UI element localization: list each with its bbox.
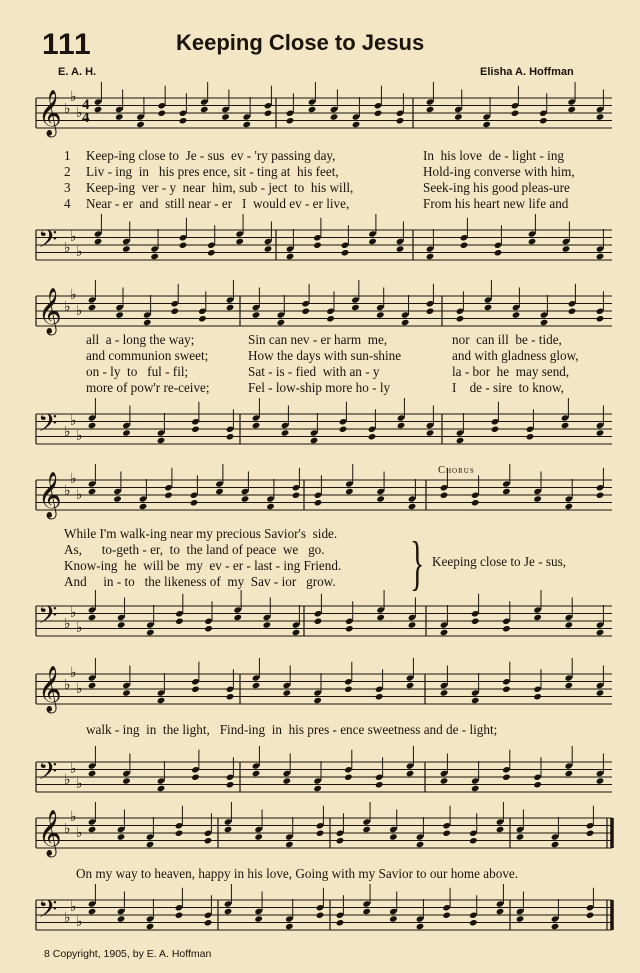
- note-head: [136, 121, 145, 128]
- note-head: [586, 830, 595, 837]
- flat-sign: ♭: [76, 620, 83, 636]
- lyric-s2-v4-a: more of pow'r re-ceive;: [86, 380, 210, 395]
- note-head: [494, 249, 503, 256]
- note-head: [263, 621, 272, 628]
- note-head: [565, 621, 574, 628]
- flat-sign: ♭: [64, 101, 71, 117]
- note-head: [596, 629, 605, 636]
- note-head: [191, 686, 200, 693]
- flat-sign: ♭: [70, 413, 77, 429]
- note-head: [204, 919, 213, 926]
- note-head: [122, 429, 131, 436]
- note-head: [285, 841, 294, 848]
- note-head: [316, 830, 325, 837]
- lyric-s2-v4-b: Fel - low-ship more ho - ly: [248, 380, 391, 395]
- note-head: [226, 304, 235, 311]
- note-head: [469, 919, 478, 926]
- note-head: [502, 686, 511, 693]
- time-signature: 4: [82, 110, 90, 126]
- flat-sign: ♭: [76, 914, 83, 930]
- note-head: [469, 837, 478, 844]
- page-number: 8: [44, 948, 50, 960]
- note-head: [190, 499, 199, 506]
- lyric-s2-v2-a: and communion sweet;: [86, 348, 209, 363]
- note-head: [526, 433, 535, 440]
- note-head: [314, 618, 323, 625]
- flat-sign: ♭: [70, 809, 77, 825]
- note-head: [339, 426, 348, 433]
- note-head: [157, 110, 166, 117]
- note-head: [254, 833, 263, 840]
- note-head: [496, 908, 505, 915]
- time-signature: 4: [82, 97, 90, 113]
- note-head: [215, 488, 224, 495]
- note-head: [94, 238, 103, 245]
- note-head: [224, 908, 233, 915]
- note-head: [207, 249, 216, 256]
- flat-sign: ♭: [70, 899, 77, 915]
- note-head: [596, 113, 605, 120]
- note-head: [88, 770, 97, 777]
- note-head: [150, 253, 159, 260]
- lyric-s2-v2-b: How the days with sun-shine: [248, 348, 402, 363]
- note-head: [484, 304, 493, 311]
- note-head: [376, 311, 385, 318]
- copyright-line: [44, 948, 211, 960]
- note-head: [198, 315, 207, 322]
- note-head: [565, 770, 574, 777]
- flat-sign: ♭: [76, 428, 83, 444]
- flat-sign: ♭: [70, 229, 77, 245]
- note-head: [146, 841, 155, 848]
- note-head: [88, 826, 97, 833]
- note-head: [567, 106, 576, 113]
- note-head: [562, 245, 571, 252]
- flat-sign: ♭: [76, 825, 83, 841]
- note-head: [252, 770, 261, 777]
- note-head: [596, 689, 605, 696]
- note-head: [191, 426, 200, 433]
- note-head: [512, 311, 521, 318]
- note-head: [502, 488, 511, 495]
- note-head: [292, 492, 301, 499]
- bass-clef: 𝄢: [38, 895, 58, 930]
- verse-number-4: 4: [64, 196, 71, 211]
- flat-sign: ♭: [64, 677, 71, 693]
- bass-clef: 𝄢: [38, 601, 58, 636]
- note-head: [157, 697, 166, 704]
- note-head: [146, 629, 155, 636]
- note-head: [175, 912, 184, 919]
- note-head: [351, 304, 360, 311]
- note-head: [301, 308, 310, 315]
- verse-number-3: 3: [64, 180, 71, 195]
- lyric-s3-v2: As, to-geth - er, to the land of peace we go.: [64, 542, 325, 557]
- note-head: [416, 923, 425, 930]
- note-head: [396, 117, 405, 124]
- note-head: [143, 319, 152, 326]
- chorus-lyric: Keeping close to Je - sus,: [432, 554, 567, 569]
- note-head: [362, 826, 371, 833]
- music-credit: Elisha A. Hoffman: [480, 66, 574, 78]
- note-head: [175, 830, 184, 837]
- treble-clef: 𝄞: [38, 288, 62, 334]
- flat-sign: ♭: [64, 424, 71, 440]
- note-head: [88, 682, 97, 689]
- note-head: [283, 777, 292, 784]
- note-head: [471, 785, 480, 792]
- note-head: [286, 117, 295, 124]
- note-head: [471, 499, 480, 506]
- bass-clef: 𝄢: [38, 225, 58, 260]
- note-head: [266, 503, 275, 510]
- flat-sign: ♭: [70, 761, 77, 777]
- note-head: [226, 433, 235, 440]
- note-head: [122, 689, 131, 696]
- flat-sign: ♭: [70, 665, 77, 681]
- note-head: [596, 777, 605, 784]
- note-head: [264, 110, 273, 117]
- note-head: [314, 499, 323, 506]
- note-head: [408, 621, 417, 628]
- flat-sign: ♭: [70, 605, 77, 621]
- lyric-s2-v1-c: nor can ill be - tide,: [452, 332, 562, 347]
- lyric-s1-v1-b: In his love de - light - ing: [423, 148, 565, 163]
- note-head: [471, 697, 480, 704]
- note-head: [352, 121, 361, 128]
- note-head: [533, 614, 542, 621]
- note-head: [426, 429, 435, 436]
- note-head: [596, 492, 605, 499]
- note-head: [88, 304, 97, 311]
- note-head: [88, 908, 97, 915]
- note-head: [482, 121, 491, 128]
- bass-clef: 𝄢: [38, 757, 58, 792]
- note-head: [242, 121, 251, 128]
- note-head: [157, 785, 166, 792]
- note-head: [502, 774, 511, 781]
- treble-clef: 𝄞: [38, 666, 62, 712]
- lyric-s1-v1-a: Keep-ing close to Je - sus ev - 'ry passing day,: [86, 148, 336, 163]
- note-head: [157, 437, 166, 444]
- note-head: [426, 106, 435, 113]
- flat-sign: ♭: [64, 299, 71, 315]
- note-head: [313, 697, 322, 704]
- note-head: [368, 238, 377, 245]
- note-head: [533, 693, 542, 700]
- note-head: [460, 242, 469, 249]
- note-head: [345, 488, 354, 495]
- note-head: [254, 915, 263, 922]
- note-head: [292, 629, 301, 636]
- note-head: [264, 245, 273, 252]
- note-head: [344, 774, 353, 781]
- note-head: [368, 433, 377, 440]
- flat-sign: ♭: [76, 487, 83, 503]
- note-head: [374, 110, 383, 117]
- note-head: [596, 253, 605, 260]
- flat-sign: ♭: [64, 772, 71, 788]
- note-head: [533, 781, 542, 788]
- note-head: [179, 117, 188, 124]
- note-head: [561, 422, 570, 429]
- words-credit: E. A. H.: [58, 66, 97, 78]
- note-head: [113, 495, 122, 502]
- lyric-s2-v1-b: Sin can nev - er harm me,: [248, 332, 388, 347]
- note-head: [146, 923, 155, 930]
- note-head: [516, 833, 525, 840]
- note-head: [241, 495, 250, 502]
- lyric-s1-v3-a: Keep-ing ver - y near him, sub - ject to his will,: [86, 180, 354, 195]
- note-head: [551, 923, 560, 930]
- note-head: [221, 113, 230, 120]
- note-head: [551, 841, 560, 848]
- note-head: [164, 492, 173, 499]
- flat-sign: ♭: [76, 244, 83, 260]
- note-head: [408, 503, 417, 510]
- note-head: [442, 830, 451, 837]
- note-head: [456, 315, 465, 322]
- note-head: [122, 245, 131, 252]
- note-head: [341, 249, 350, 256]
- note-head: [540, 319, 549, 326]
- hymn-title: Keeping Close to Jesus: [176, 30, 425, 55]
- note-head: [568, 308, 577, 315]
- lyric-s3-v1: While I'm walk-ing near my precious Savior's side.: [64, 526, 338, 541]
- lyric-s2-v3-c: la - bor he may send,: [452, 364, 570, 379]
- flat-sign: ♭: [64, 483, 71, 499]
- note-head: [117, 833, 126, 840]
- note-head: [308, 106, 317, 113]
- note-head: [454, 113, 463, 120]
- flat-sign: ♭: [76, 105, 83, 121]
- flat-sign: ♭: [76, 303, 83, 319]
- treble-clef: 𝄞: [38, 810, 62, 856]
- note-head: [396, 245, 405, 252]
- note-head: [115, 311, 124, 318]
- note-head: [233, 614, 242, 621]
- note-head: [416, 841, 425, 848]
- copyright-text: Copyright, 1905, by E. A. Hoffman: [52, 948, 212, 960]
- lyric-s3-v3: Know-ing he will be my ev - er - last - ing Friend.: [64, 558, 342, 573]
- note-head: [440, 629, 449, 636]
- note-head: [375, 693, 384, 700]
- note-head: [362, 908, 371, 915]
- note-head: [204, 837, 213, 844]
- note-head: [179, 242, 188, 249]
- note-head: [344, 686, 353, 693]
- note-head: [252, 422, 261, 429]
- flat-sign: ♭: [70, 89, 77, 105]
- note-head: [171, 308, 180, 315]
- note-head: [539, 117, 548, 124]
- note-head: [252, 311, 261, 318]
- note-head: [94, 106, 103, 113]
- note-head: [88, 614, 97, 621]
- note-head: [336, 919, 345, 926]
- note-head: [471, 618, 480, 625]
- note-head: [586, 912, 595, 919]
- note-head: [336, 837, 345, 844]
- flat-sign: ♭: [70, 471, 77, 487]
- note-head: [440, 492, 449, 499]
- note-head: [376, 495, 385, 502]
- note-head: [224, 826, 233, 833]
- lyric-s2-v3-a: on - ly to ful - fil;: [86, 364, 189, 379]
- note-head: [375, 781, 384, 788]
- note-head: [252, 682, 261, 689]
- note-head: [283, 689, 292, 696]
- note-head: [406, 770, 415, 777]
- note-head: [204, 625, 213, 632]
- note-head: [191, 774, 200, 781]
- verse-number-1: 1: [64, 148, 71, 163]
- note-head: [277, 319, 286, 326]
- note-head: [226, 781, 235, 788]
- note-head: [426, 253, 435, 260]
- note-head: [565, 682, 574, 689]
- note-head: [389, 915, 398, 922]
- note-head: [596, 429, 605, 436]
- note-head: [345, 625, 354, 632]
- note-head: [286, 253, 295, 260]
- note-head: [281, 429, 290, 436]
- note-head: [117, 621, 126, 628]
- note-head: [397, 422, 406, 429]
- flat-sign: ♭: [76, 681, 83, 697]
- flat-sign: ♭: [64, 821, 71, 837]
- note-head: [533, 495, 542, 502]
- lyric-s1-v4-b: From his heart new life and: [423, 196, 569, 211]
- note-head: [491, 426, 500, 433]
- note-head: [117, 915, 126, 922]
- note-head: [389, 833, 398, 840]
- verse-brace: }: [410, 530, 425, 596]
- note-head: [426, 308, 435, 315]
- note-head: [376, 614, 385, 621]
- note-head: [330, 113, 339, 120]
- note-head: [401, 319, 410, 326]
- note-head: [456, 437, 465, 444]
- note-head: [511, 110, 520, 117]
- note-head: [235, 238, 244, 245]
- treble-clef: 𝄞: [38, 472, 62, 518]
- note-head: [502, 625, 511, 632]
- verse-number-2: 2: [64, 164, 71, 179]
- chorus-label: Chorus: [438, 465, 475, 476]
- note-head: [139, 503, 148, 510]
- lyric-s3-v4: And in - to the likeness of my Sav - ior grow.: [64, 574, 336, 589]
- note-head: [313, 242, 322, 249]
- lyric-s1-v2-a: Liv - ing in his pres ence, sit - ting at his feet,: [86, 164, 339, 179]
- note-head: [565, 503, 574, 510]
- lyric-s4: walk - ing in the light, Find-ing in his pres - ence sweetness and de - light;: [86, 722, 498, 737]
- note-head: [440, 777, 449, 784]
- note-head: [285, 923, 294, 930]
- note-head: [175, 618, 184, 625]
- lyric-s2-v4-c: I de - sire to know,: [452, 380, 564, 395]
- lyric-s5: On my way to heaven, happy in his love, Going with my Savior to our home above.: [76, 866, 519, 881]
- note-head: [440, 689, 449, 696]
- note-head: [442, 912, 451, 919]
- note-head: [406, 682, 415, 689]
- flat-sign: ♭: [70, 287, 77, 303]
- bass-clef: 𝄢: [38, 409, 58, 444]
- flat-sign: ♭: [76, 776, 83, 792]
- note-head: [596, 315, 605, 322]
- note-head: [122, 777, 131, 784]
- note-head: [88, 422, 97, 429]
- lyric-s2-v1-a: all a - long the way;: [86, 332, 195, 347]
- note-head: [115, 113, 124, 120]
- flat-sign: ♭: [64, 240, 71, 256]
- treble-clef: 𝄞: [38, 90, 62, 136]
- lyric-s1-v4-a: Near - er and still near - er I would ev - er live,: [86, 196, 350, 211]
- lyric-s2-v2-c: and with gladness glow,: [452, 348, 579, 363]
- note-head: [200, 106, 209, 113]
- flat-sign: ♭: [64, 616, 71, 632]
- hymn-number: 111: [42, 28, 92, 61]
- note-head: [326, 315, 335, 322]
- note-head: [88, 488, 97, 495]
- note-head: [226, 693, 235, 700]
- note-head: [310, 437, 319, 444]
- note-head: [313, 785, 322, 792]
- flat-sign: ♭: [64, 910, 71, 926]
- note-head: [316, 912, 325, 919]
- note-head: [528, 238, 537, 245]
- lyric-s2-v3-b: Sat - is - fied with an - y: [248, 364, 380, 379]
- lyric-s1-v2-b: Hold-ing converse with him,: [423, 164, 575, 179]
- lyric-s1-v3-b: Seek-ing his good pleas-ure: [423, 180, 570, 195]
- note-head: [496, 826, 505, 833]
- note-head: [516, 915, 525, 922]
